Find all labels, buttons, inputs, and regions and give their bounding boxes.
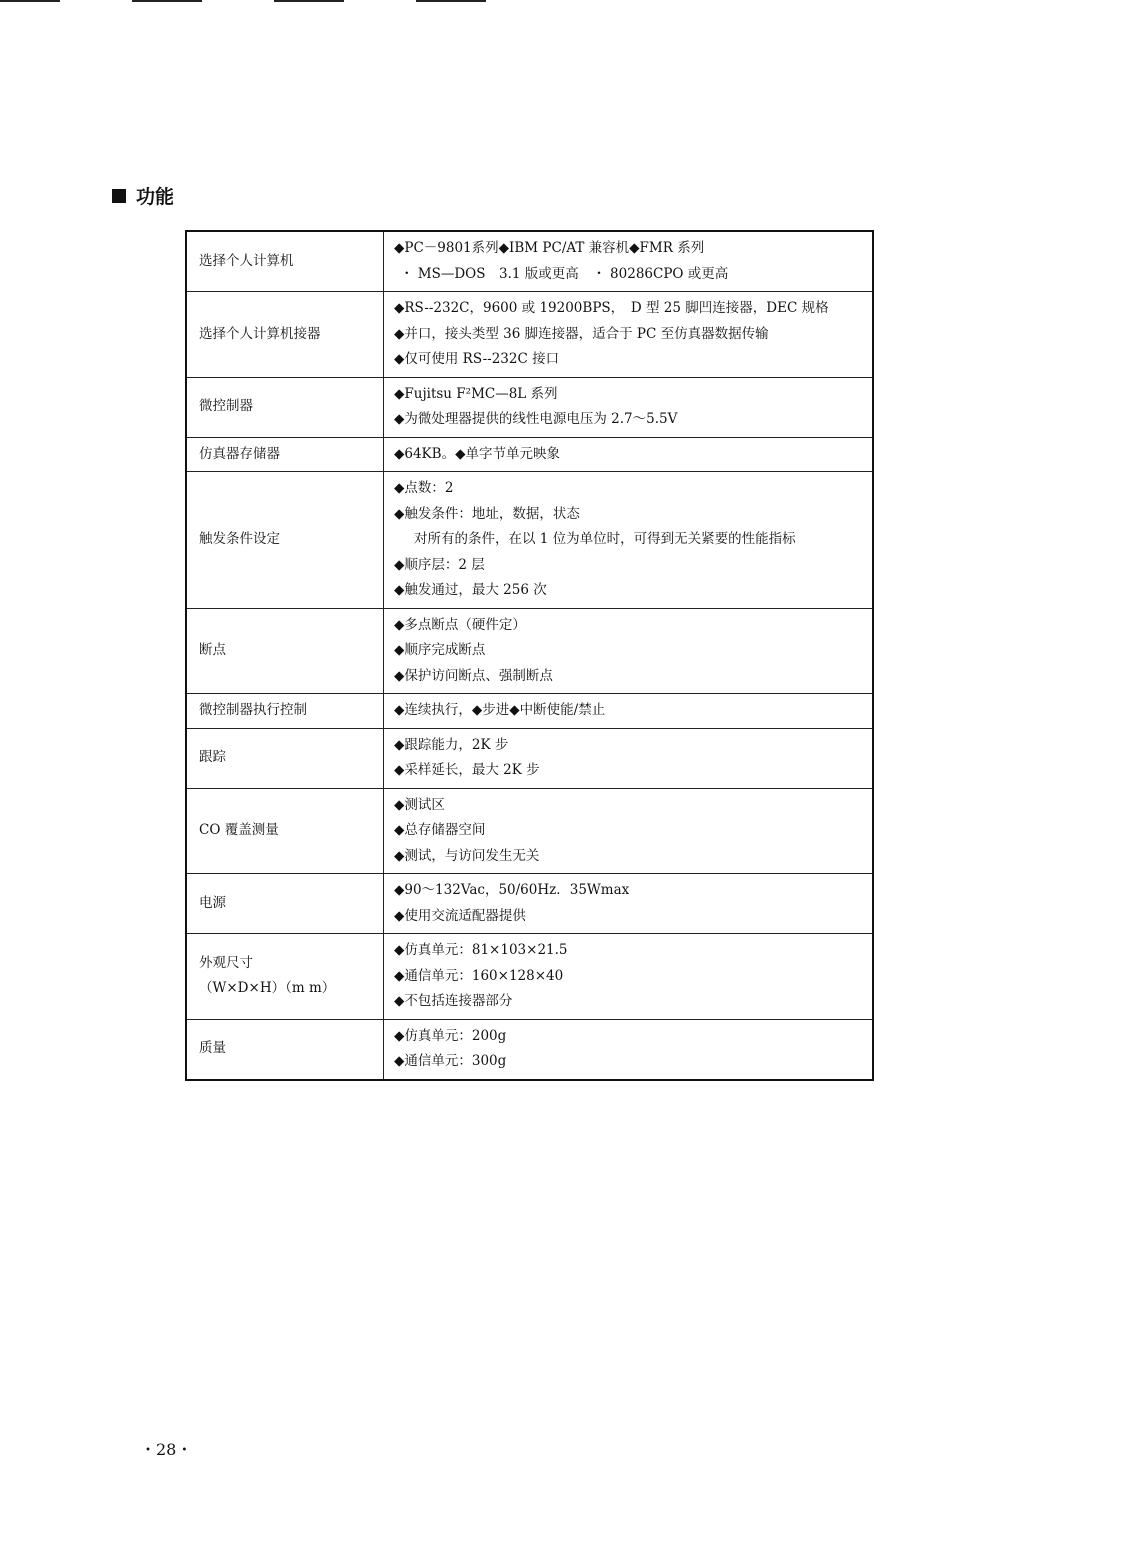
- table-row: [186, 437, 873, 472]
- row-label-line: 选择个人计算机接器: [199, 325, 321, 342]
- row-value: [384, 231, 874, 292]
- table-row: [186, 934, 873, 1020]
- page-number: ・28・: [140, 1440, 193, 1459]
- table-row: [186, 874, 873, 934]
- row-value: [384, 608, 874, 694]
- row-value-line: 对所有的条件，在以 1 位为单位时，可得到无关紧要的性能指标: [414, 531, 796, 547]
- row-label: [186, 934, 384, 1020]
- table-row: [186, 231, 873, 292]
- row-label: [186, 231, 384, 292]
- row-label-line: （W×D×H）（m m）: [199, 980, 336, 997]
- table-row: [186, 728, 873, 788]
- row-value-line: ◆触发条件：地址，数据，状态: [394, 505, 580, 522]
- row-value-line: ◆通信单元：300g: [394, 1053, 507, 1069]
- top-rule: [416, 0, 486, 2]
- row-label-line: 外观尺寸: [199, 954, 253, 971]
- row-label-line: 选择个人计算机: [199, 252, 294, 269]
- row-value-line: ◆仿真单元：200g: [394, 1027, 507, 1044]
- row-value: [384, 1019, 874, 1080]
- row-label: [186, 472, 384, 609]
- row-value: [384, 437, 874, 472]
- row-label: [186, 292, 384, 378]
- row-value-line: ◆仿真单元：81×103×21.5: [394, 942, 568, 958]
- table-row: [186, 788, 873, 874]
- row-value-line: ◆顺序完成断点: [394, 642, 486, 658]
- row-value: [384, 292, 874, 378]
- row-value: [384, 788, 874, 874]
- row-label-line: 质量: [199, 1040, 226, 1057]
- row-label: [186, 608, 384, 694]
- row-value-line: ◆90～132Vac，50/60Hz．35Wmax: [394, 882, 630, 898]
- row-value-line: ◆并口，接头类型 36 脚连接器，适合于 PC 至仿真器数据传输: [394, 325, 769, 342]
- row-value-line: ◆采样延长，最大 2K 步: [394, 762, 540, 778]
- row-value-line: ◆测试，与访问发生无关: [394, 847, 540, 864]
- row-label: [186, 874, 384, 934]
- row-label: [186, 694, 384, 729]
- row-value-line: ◆跟踪能力，2K 步: [394, 736, 509, 753]
- row-label-line: CO 覆盖测量: [199, 822, 279, 838]
- row-label-line: 微控制器执行控制: [199, 702, 307, 718]
- row-label: [186, 728, 384, 788]
- row-value-line: ◆触发通过，最大 256 次: [394, 582, 547, 598]
- top-rule: [0, 0, 60, 2]
- row-value-line: ◆为微处理器提供的线性电源电压为 2.7～5.5V: [394, 411, 678, 427]
- row-value: [384, 472, 874, 609]
- table-row: [186, 694, 873, 729]
- section-heading: [112, 182, 174, 209]
- table-row: [186, 472, 873, 609]
- row-value-line: ◆点数：2: [394, 480, 454, 496]
- table-row: [186, 1019, 873, 1080]
- row-label: [186, 377, 384, 437]
- row-value-line: ◆连续执行，◆步进◆中断使能/禁止: [394, 702, 606, 718]
- row-label-line: 跟踪: [199, 749, 226, 766]
- row-label: [186, 437, 384, 472]
- spec-table: [185, 230, 874, 1081]
- row-label-line: 断点: [199, 642, 226, 658]
- top-rule: [274, 0, 344, 2]
- row-value-line: ◆使用交流适配器提供: [394, 907, 526, 924]
- row-label: [186, 1019, 384, 1080]
- row-label-line: 电源: [199, 894, 226, 911]
- section-title: 功能: [136, 186, 175, 208]
- row-value: [384, 934, 874, 1020]
- top-rule: [132, 0, 202, 2]
- row-label-line: 微控制器: [199, 398, 253, 415]
- row-value-line: ・ MS—DOS 3.1 版或更高 ・ 80286CPO 或更高: [400, 265, 729, 282]
- table-row: [186, 608, 873, 694]
- row-label: [186, 788, 384, 874]
- table-row: [186, 292, 873, 378]
- row-value: [384, 728, 874, 788]
- row-value-line: ◆保护访问断点、强制断点: [394, 667, 553, 684]
- row-value: [384, 694, 874, 729]
- table-row: [186, 377, 873, 437]
- row-value-line: ◆不包括连接器部分: [394, 993, 513, 1009]
- row-value-line: ◆Fujitsu F²MC—8L 系列: [394, 385, 558, 402]
- row-value-line: ◆多点断点（硬件定）: [394, 616, 526, 633]
- row-value: [384, 377, 874, 437]
- row-value-line: ◆通信单元：160×128×40: [394, 967, 564, 984]
- row-value-line: ◆64KB。◆单字节单元映象: [394, 445, 560, 462]
- row-label-line: 触发条件设定: [199, 531, 280, 547]
- row-value-line: ◆仅可使用 RS--232C 接口: [394, 351, 560, 367]
- row-value-line: ◆测试区: [394, 796, 445, 813]
- row-label-line: 仿真器存储器: [199, 445, 280, 462]
- row-value-line: ◆RS--232C，9600 或 19200BPS， D 型 25 脚凹连接器，DEC 规格: [394, 300, 829, 316]
- row-value-line: ◆PC－9801系列◆IBM PC/AT 兼容机◆FMR 系列: [394, 240, 705, 256]
- row-value-line: ◆顺序层：2 层: [394, 556, 485, 573]
- row-value: [384, 874, 874, 934]
- row-value-line: ◆总存储器空间: [394, 822, 486, 838]
- square-bullet-icon: [112, 189, 126, 203]
